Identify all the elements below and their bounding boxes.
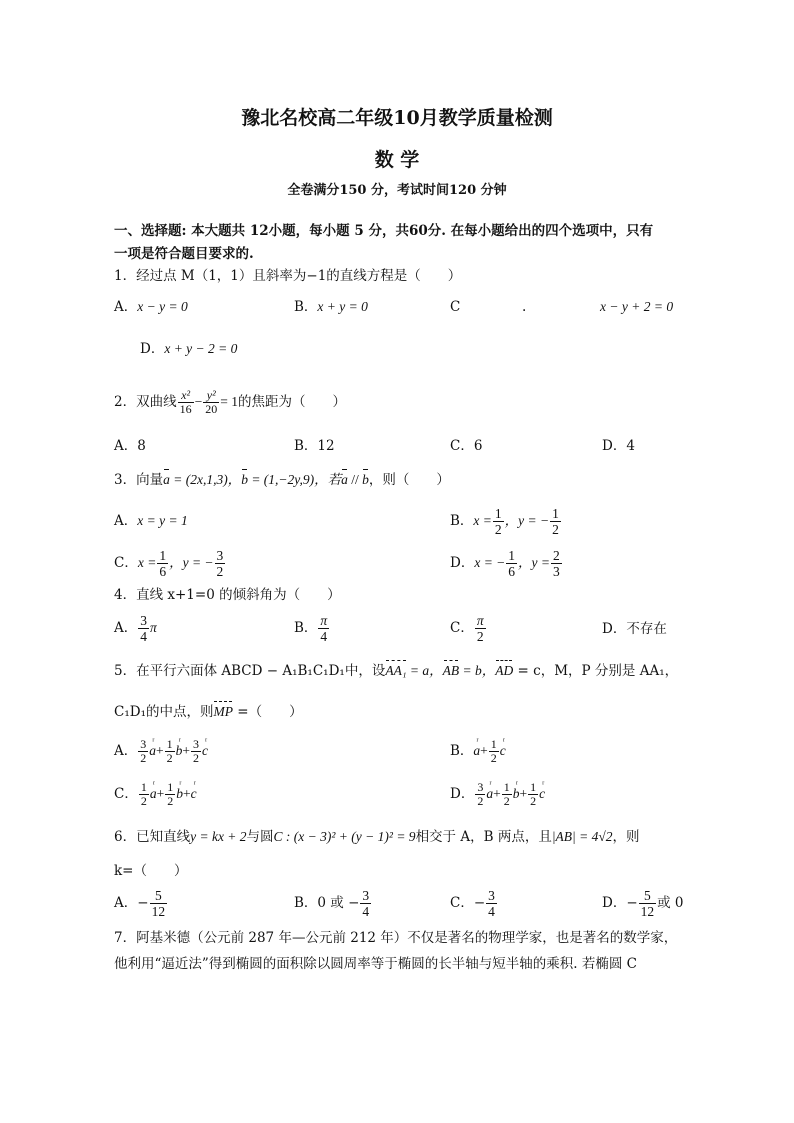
q5-a-frac3 bbox=[191, 738, 201, 765]
exam-title: 豫北名校高二年级10月教学质量检测 bbox=[241, 107, 553, 129]
q5-d-plus2: + bbox=[519, 786, 528, 801]
q4-a-num: 3 bbox=[140, 613, 147, 628]
q2-minus: − bbox=[194, 394, 203, 409]
q1-a-text: x − y = 0 bbox=[137, 299, 188, 314]
q5-b-fd: 2 bbox=[490, 751, 497, 765]
q6-b-den: 4 bbox=[362, 904, 370, 919]
q2-f1-num: x² bbox=[178, 389, 194, 403]
q5-line2-a: C₁D₁的中点，则 bbox=[114, 704, 214, 720]
q3-d-xd: 6 bbox=[508, 564, 516, 579]
q5-a-plus2: + bbox=[182, 743, 190, 758]
q2-eq: = 1 bbox=[220, 394, 238, 409]
q5-vector-ab: AB bbox=[442, 663, 460, 678]
q5-d-f1n: 3 bbox=[477, 780, 484, 794]
q1-d-text: x + y − 2 = 0 bbox=[164, 341, 238, 356]
q5-option-b bbox=[450, 733, 506, 769]
q1-c-label: C bbox=[450, 299, 461, 315]
q3-b-xn: 1 bbox=[494, 506, 502, 521]
q4-option-b bbox=[294, 610, 330, 646]
q5-d-vc: ʳ c bbox=[539, 776, 545, 812]
q6-a-label: A．− bbox=[114, 895, 149, 911]
q6-b-frac bbox=[360, 888, 371, 919]
q5-b-frac bbox=[489, 738, 499, 765]
q6-option-c bbox=[450, 885, 498, 921]
q3-c-label: C． bbox=[114, 555, 138, 571]
q4-a-label: A． bbox=[114, 620, 138, 636]
q5-c-vb: ʳ b bbox=[176, 776, 183, 812]
q5-d-f3d: 2 bbox=[530, 794, 537, 808]
q2-frac-2 bbox=[203, 389, 219, 416]
q2-f2-den: 20 bbox=[205, 402, 218, 416]
q2-stem bbox=[114, 384, 346, 420]
q6-option-a bbox=[114, 885, 168, 921]
q2-prefix: 2．双曲线 bbox=[114, 394, 177, 410]
q5-d-va: ʳ a bbox=[486, 776, 493, 812]
q3-b-xd: 2 bbox=[494, 522, 502, 537]
q5-b-plus: + bbox=[480, 743, 488, 758]
q6-d-frac bbox=[639, 888, 657, 919]
q6-stem-line2: k=（ ） bbox=[114, 863, 188, 879]
q4-c-den: 2 bbox=[476, 629, 484, 644]
q1-a-label: A． bbox=[114, 299, 138, 315]
q5-d-f2d: 2 bbox=[503, 794, 510, 808]
q4-c-frac bbox=[475, 613, 486, 644]
q3-b-label: B． bbox=[450, 513, 474, 529]
q3-vector-a2: a bbox=[341, 472, 348, 487]
q6-option-d bbox=[602, 885, 684, 921]
q3-c-x: x = bbox=[137, 555, 157, 570]
q3-option-b bbox=[450, 503, 562, 539]
q5-a-f2d: 2 bbox=[166, 751, 173, 765]
q1-option-d bbox=[140, 340, 237, 358]
section-heading-line2: 一项是符合题目要求的. bbox=[114, 246, 254, 262]
q5-stem-line2 bbox=[114, 703, 303, 721]
q5-option-d bbox=[450, 776, 545, 812]
q3-d-yfrac bbox=[551, 548, 562, 579]
q6-c-num: 3 bbox=[488, 888, 495, 903]
q5-option-c bbox=[114, 776, 197, 812]
q1-b-label: B． bbox=[294, 299, 318, 315]
q4-b-den: 4 bbox=[320, 629, 328, 644]
q5-b-label: B． bbox=[450, 743, 474, 759]
q6-prefix: 6．已知直线 bbox=[114, 829, 191, 845]
q6-d-label: D．− bbox=[602, 895, 638, 911]
q5-c-plus2: + bbox=[182, 786, 191, 801]
q5-a-vb: ʳ b bbox=[176, 733, 183, 769]
q4-a-frac bbox=[138, 613, 149, 644]
subject-title: 数 学 bbox=[374, 149, 420, 171]
q1-c-text: x − y + 2 = 0 bbox=[600, 299, 674, 314]
q1-c-dot: . bbox=[522, 299, 527, 315]
q5-c-frac2 bbox=[165, 781, 175, 808]
q4-a-pi: π bbox=[150, 620, 157, 635]
q6-b-label: B．0 或 − bbox=[294, 895, 360, 911]
q3-c-xn: 1 bbox=[159, 548, 167, 563]
q5-a-f1n: 3 bbox=[140, 737, 147, 751]
q5-d-frac3 bbox=[528, 781, 538, 808]
q3-d-x: x = − bbox=[474, 555, 506, 570]
q3-a-text: x = y = 1 bbox=[137, 513, 188, 528]
q5-d-f3n: 1 bbox=[530, 780, 537, 794]
exam-info: 全卷满分150 分，考试时间120 分钟 bbox=[287, 183, 507, 198]
q4-option-a bbox=[114, 610, 157, 646]
q5-c-plus1: + bbox=[156, 786, 165, 801]
q3-b-xfrac bbox=[493, 506, 504, 537]
q4-b-num: π bbox=[320, 613, 328, 628]
q6-c-label: C．− bbox=[450, 895, 486, 911]
q3-b-yd: 2 bbox=[552, 522, 559, 537]
q6-suffix: 相交于 A，B 两点，且 bbox=[415, 829, 552, 845]
q3-c-xfrac bbox=[157, 548, 168, 579]
q6-end: ，则 bbox=[612, 829, 640, 845]
q4-option-c bbox=[450, 610, 487, 646]
q5-a-plus1: + bbox=[156, 743, 164, 758]
q2-option-d: D．4 bbox=[602, 438, 635, 454]
q5-a-va: ʳ a bbox=[149, 733, 156, 769]
q6-a-den: 12 bbox=[151, 904, 166, 919]
q5-a-f3n: 3 bbox=[193, 737, 199, 751]
q6-c-den: 4 bbox=[488, 904, 495, 919]
q5-a-vc: ʳ c bbox=[202, 733, 208, 769]
q5-a-f1d: 2 bbox=[140, 751, 147, 765]
q6-c-frac bbox=[486, 888, 497, 919]
q2-option-c: C．6 bbox=[450, 438, 483, 454]
q6-a-frac bbox=[150, 888, 168, 919]
q5-d-f2n: 1 bbox=[503, 780, 510, 794]
q3-suffix: ，则（ ） bbox=[368, 472, 450, 488]
q4-c-label: C． bbox=[450, 620, 474, 636]
q4-option-d: D．不存在 bbox=[602, 621, 667, 637]
q4-b-label: B． bbox=[294, 620, 318, 636]
q3-a-value: = (2x,1,3)， bbox=[169, 472, 242, 487]
q3-c-xd: 6 bbox=[159, 564, 167, 579]
q4-b-frac bbox=[318, 613, 329, 644]
q1-b-text: x + y = 0 bbox=[317, 299, 368, 314]
q3-b-y: ，y = − bbox=[504, 513, 550, 528]
q3-vector-b: b bbox=[241, 472, 248, 487]
q3-option-a bbox=[114, 512, 188, 530]
q2-option-a: A．8 bbox=[114, 438, 146, 454]
q3-option-d bbox=[450, 545, 563, 581]
q6-d-num: 5 bbox=[639, 888, 657, 904]
q5-a-label: A． bbox=[114, 743, 138, 759]
q5-c-frac1 bbox=[139, 781, 149, 808]
q3-c-yn: 3 bbox=[216, 548, 224, 563]
q6-mid: 与圆 bbox=[246, 829, 274, 845]
q2-f2-num: y² bbox=[203, 389, 219, 403]
q5-c-label: C． bbox=[114, 786, 138, 802]
q3-d-yd: 3 bbox=[553, 564, 560, 579]
q5-c-va: ʳ a bbox=[150, 776, 157, 812]
q5-d-plus1: + bbox=[493, 786, 501, 801]
section-heading-line1: 一、选择题: 本大题共 12小题，每小题 5 分，共60分. 在每小题给出的四个选项中，只有 bbox=[114, 223, 654, 239]
q3-vector-a: a bbox=[163, 472, 170, 487]
q4-c-num: π bbox=[476, 613, 484, 628]
q5-c-vc: ʳ c bbox=[191, 776, 197, 812]
q1-option-a bbox=[114, 298, 188, 316]
q5-c-f1d: 2 bbox=[140, 794, 147, 808]
q6-a-num: 5 bbox=[150, 888, 168, 904]
q3-b-x: x = bbox=[473, 513, 492, 528]
q3-b-value: = (1,−2y,9)，若 bbox=[247, 472, 342, 487]
q6-line-eq: y = kx + 2 bbox=[190, 829, 247, 844]
q5-a-frac2 bbox=[165, 738, 175, 765]
q3-b-yn: 1 bbox=[552, 506, 559, 521]
q2-suffix: 的焦距为（ ） bbox=[237, 394, 346, 410]
q6-d-den: 12 bbox=[640, 904, 655, 919]
q5-c-f1n: 1 bbox=[140, 780, 147, 794]
q5-a-frac1 bbox=[138, 738, 148, 765]
q5-v2-val: = b， bbox=[459, 663, 496, 678]
q1-stem: 1．经过点 M（1，1）且斜率为−1的直线方程是（ ） bbox=[114, 268, 462, 284]
q5-line2-b: =（ ） bbox=[232, 704, 303, 720]
q5-c-f2n: 1 bbox=[167, 780, 174, 794]
q5-d-f1d: 2 bbox=[477, 794, 484, 808]
q5-c-f2d: 2 bbox=[167, 794, 174, 808]
q6-ab-length: |AB| = 4√2 bbox=[551, 829, 613, 844]
q5-prefix: 5．在平行六面体 ABCD − A₁B₁C₁D₁中，设 bbox=[114, 663, 386, 679]
q5-d-frac1 bbox=[475, 781, 485, 808]
q3-c-yd: 2 bbox=[216, 564, 224, 579]
q4-a-den: 4 bbox=[140, 629, 147, 644]
q5-vector-aa1: AA₁ bbox=[385, 663, 407, 678]
q5-a-f2n: 1 bbox=[166, 737, 173, 751]
q6-option-b bbox=[294, 885, 372, 921]
q5-vector-ad: AD bbox=[495, 663, 514, 678]
q7-line1: 7．阿基米德（公元前 287 年—公元前 212 年）不仅是著名的物理学家，也是著名的数学家， bbox=[114, 930, 678, 946]
q3-d-xfrac bbox=[506, 548, 517, 579]
q2-f1-den: 16 bbox=[179, 402, 192, 416]
q3-vector-b2: b bbox=[362, 472, 369, 487]
q5-d-label: D． bbox=[450, 786, 475, 802]
q3-stem bbox=[114, 471, 450, 489]
q3-c-yfrac bbox=[215, 548, 226, 579]
q5-a-f3d: 2 bbox=[193, 751, 199, 765]
q3-prefix: 3．向量 bbox=[114, 472, 164, 488]
q6-d-tail: 或 0 bbox=[657, 895, 684, 911]
q3-parallel: // bbox=[347, 472, 363, 487]
q3-option-c bbox=[114, 545, 226, 581]
q4-stem: 4．直线 x+1=0 的倾斜角为（ ） bbox=[114, 587, 341, 603]
q5-stem-line1 bbox=[114, 662, 678, 680]
q5-b-fn: 1 bbox=[490, 737, 497, 751]
q3-d-label: D． bbox=[450, 555, 475, 571]
q2-frac-1 bbox=[178, 389, 194, 416]
q3-d-yn: 2 bbox=[553, 548, 560, 563]
q5-v3-val: = c，M，P 分别是 AA₁， bbox=[513, 663, 679, 679]
q2-option-b: B．12 bbox=[294, 438, 335, 454]
q5-v1-val: = a， bbox=[406, 663, 443, 678]
q3-a-label: A． bbox=[114, 513, 138, 529]
q5-option-a bbox=[114, 733, 208, 769]
q5-d-vb: ʳ b bbox=[513, 776, 520, 812]
q1-d-label: D． bbox=[140, 341, 165, 357]
q3-d-xn: 1 bbox=[508, 548, 516, 563]
q3-d-y: ，y = bbox=[518, 555, 551, 570]
q6-stem-line1 bbox=[114, 828, 640, 846]
q5-d-frac2 bbox=[502, 781, 512, 808]
q3-b-yfrac bbox=[550, 506, 561, 537]
q6-circle-eq: C : (x − 3)² + (y − 1)² = 9 bbox=[273, 829, 416, 844]
q5-b-vc: ʳ c bbox=[500, 733, 506, 769]
q1-option-b bbox=[294, 298, 368, 316]
q5-vector-mp: MP bbox=[213, 704, 233, 719]
q6-b-num: 3 bbox=[362, 888, 370, 903]
q5-b-va: ʳ a bbox=[473, 733, 480, 769]
q3-c-y: ，y = − bbox=[169, 555, 214, 570]
q7-line2: 他利用“逼近法”得到椭圆的面积除以圆周率等于椭圆的长半轴与短半轴的乘积. 若椭圆 C bbox=[114, 956, 638, 972]
